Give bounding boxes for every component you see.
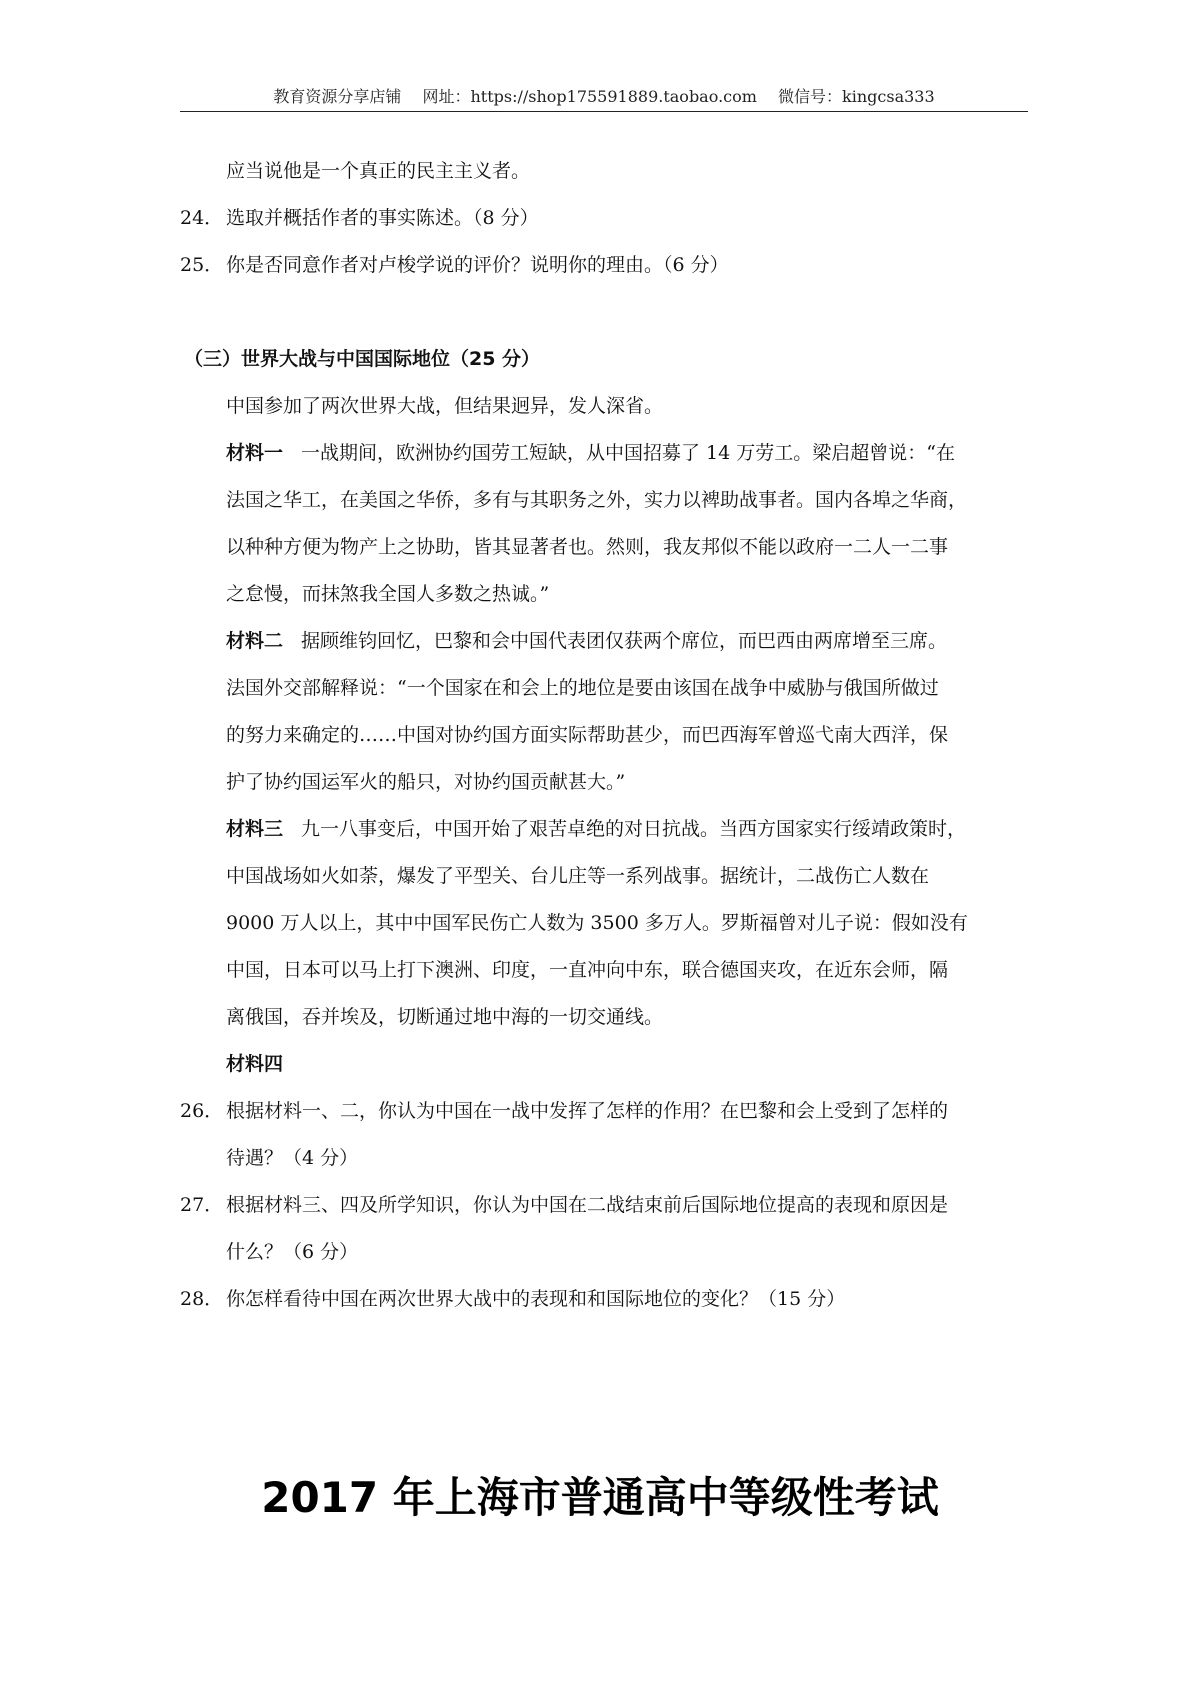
- question-26: [180, 1088, 1028, 1135]
- question-text: 你是否同意作者对卢梭学说的评价？说明你的理由。（6 分）: [226, 254, 729, 276]
- question-text: 根据材料一、二，你认为中国在一战中发挥了怎样的作用？在巴黎和会上受到了怎样的: [226, 1100, 949, 1122]
- question-26-cont: 待遇？（4 分）: [226, 1147, 359, 1169]
- material-label: 材料四: [226, 1053, 284, 1075]
- blank-gap: [180, 289, 1028, 336]
- material-3-line-1: 材料三 九一八事变后，中国开始了艰苦卓绝的对日抗战。当西方国家实行绥靖政策时，: [226, 818, 967, 840]
- question-number: 27．: [180, 1194, 224, 1216]
- material-1-line-2: 法国之华工，在美国之华侨，多有与其职务之外，实力以裨助战事者。国内各埠之华商，: [226, 489, 968, 511]
- material-2-line-4: 护了协约国运军火的船只，对协约国贡献甚大。”: [226, 771, 626, 793]
- material-label: 材料三: [226, 818, 284, 840]
- header-website: 网址：https://shop175591889.taobao.com: [422, 87, 757, 106]
- page-header: [180, 84, 1028, 107]
- question-number: 24．: [180, 207, 224, 229]
- question-27: [180, 1182, 1028, 1229]
- question-25: [180, 242, 1028, 289]
- material-1-line-1: 材料一 一战期间，欧洲协约国劳工短缺，从中国招募了 14 万劳工。梁启超曾说：“在: [226, 442, 955, 464]
- question-27-cont: 什么？（6 分）: [226, 1241, 359, 1263]
- header-shop-name: 教育资源分享店铺: [273, 87, 402, 106]
- material-label: 材料一: [226, 442, 284, 464]
- material-4-line-1: [180, 1041, 1028, 1088]
- question-text: 选取并概括作者的事实陈述。（8 分）: [226, 207, 539, 229]
- question-text: 根据材料三、四及所学知识，你认为中国在二战结束前后国际地位提高的表现和原因是: [226, 1194, 949, 1216]
- material-3-line-2: 中国战场如火如荼，爆发了平型关、台儿庄等一系列战事。据统计，二战伤亡人数在: [226, 865, 930, 887]
- material-1-line-4: 之怠慢，而抹煞我全国人多数之热诚。”: [226, 583, 550, 605]
- section-lead: 中国参加了两次世界大战，但结果迥异，发人深省。: [226, 395, 664, 417]
- material-label: 材料二: [226, 630, 284, 652]
- material-3-line-4: 中国，日本可以马上打下澳洲、印度，一直冲向中东，联合德国夹攻，在近东会师，隔: [226, 959, 949, 981]
- material-1-line-3: 以种种方便为物产上之协助，皆其显著者也。然则，我友邦似不能以政府一二人一二事: [226, 536, 949, 558]
- header-wechat: 微信号：kingcsa333: [778, 87, 935, 106]
- exam-title: 2017 年上海市普通高中等级性考试: [261, 1473, 939, 1522]
- question-number: 28．: [180, 1288, 224, 1310]
- intro-line: 应当说他是一个真正的民主主义者。: [226, 160, 531, 182]
- material-2-line-1: 材料二 据顾维钧回忆，巴黎和会中国代表团仅获两个席位，而巴西由两席增至三席。: [226, 630, 948, 652]
- question-24: [180, 195, 1028, 242]
- question-28: [180, 1276, 1028, 1323]
- document-body: [180, 148, 1028, 1323]
- question-number: 26．: [180, 1100, 224, 1122]
- material-3-line-3: 9000 万人以上，其中中国军民伤亡人数为 3500 多万人。罗斯福曾对儿子说：假如没有: [226, 912, 968, 934]
- header-divider: [180, 111, 1028, 112]
- question-number: 25．: [180, 254, 224, 276]
- question-text: 你怎样看待中国在两次世界大战中的表现和和国际地位的变化？（15 分）: [226, 1288, 846, 1310]
- material-2-line-2: 法国外交部解释说：“一个国家在和会上的地位是要由该国在战争中威胁与俄国所做过: [226, 677, 939, 699]
- material-3-line-5: 离俄国，吞并埃及，切断通过地中海的一切交通线。: [226, 1006, 664, 1028]
- material-2-line-3: 的努力来确定的……中国对协约国方面实际帮助甚少，而巴西海军曾巡弋南大西洋，保: [226, 724, 949, 746]
- section-title: （三）世界大战与中国国际地位（25 分）: [184, 348, 541, 370]
